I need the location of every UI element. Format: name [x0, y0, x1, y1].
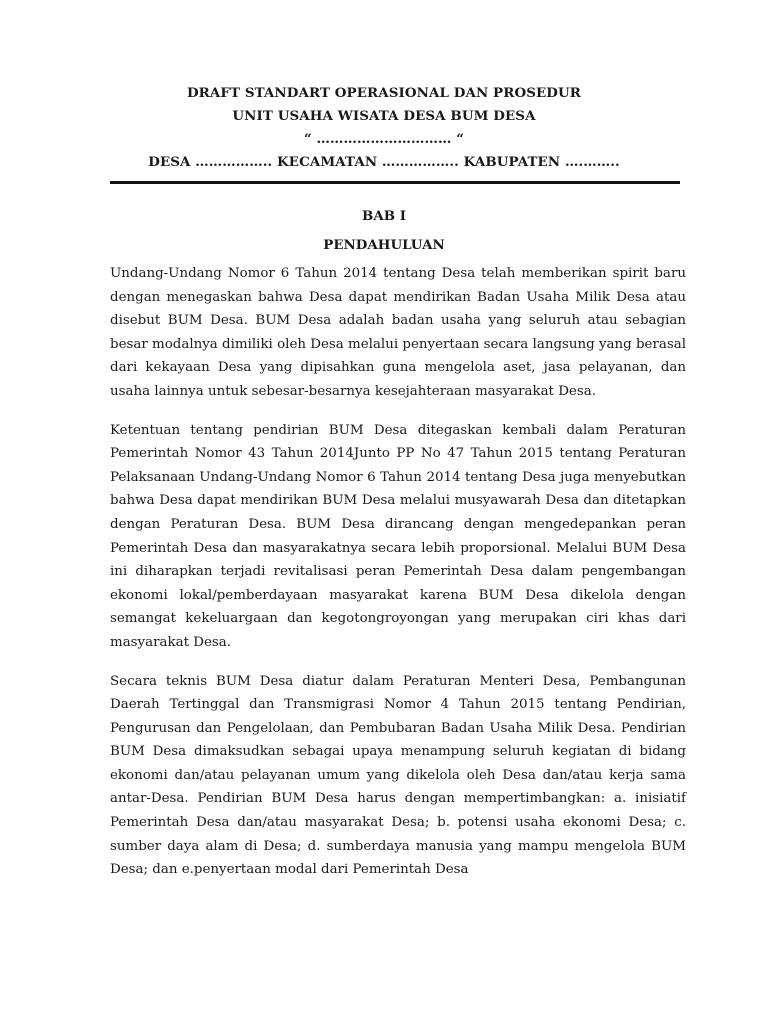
- paragraph: Ketentuan tentang pendirian BUM Desa ditegaskan kembali dalam Peraturan Pemerintah Nomor 43 Tahun 2014Junto PP No 47 Tahun 2015 tentang Peraturan Pelaksanaan Undang-Undang Nomor 6 Tahun 2014 tentang Desa juga menyebutkan bahwa Desa dapat mendirikan BUM Desa melalui musyawarah Desa dan ditetapkan dengan Peraturan Desa. BUM Desa dirancang dengan mengedepankan peran Pemerintah Desa dan masyarakatnya secara lebih proporsional. Melalui BUM Desa ini diharapkan terjadi revitalisasi peran Pemerintah Desa dalam pengembangan ekonomi lokal/pemberdayaan masyarakat karena BUM Desa dikelola dengan semangat kekeluargaan dan kegotongroyongan yang merupakan ciri khas dari masyarakat Desa.: [110, 422, 686, 650]
- paragraph: Undang-Undang Nomor 6 Tahun 2014 tentang Desa telah memberikan spirit baru dengan menegaskan bahwa Desa dapat mendirikan Badan Usaha Milik Desa atau disebut BUM Desa. BUM Desa adalah badan usaha yang seluruh atau sebagian besar modalnya dimiliki oleh Desa melalui penyertaan secara langsung yang berasal dari kekayaan Desa yang dipisahkan guna mengelola aset, jasa pelayanan, dan usaha lainnya untuk sebesar-besarnya kesejahteraan masyarakat Desa.: [110, 266, 686, 399]
- document-subtitle: UNIT USAHA WISATA DESA BUM DESA: [232, 108, 536, 124]
- document-header: [0, 82, 768, 174]
- paragraph: Secara teknis BUM Desa diatur dalam Peraturan Menteri Desa, Pembangunan Daerah Tertinggal dan Transmigrasi Nomor 4 Tahun 2015 tentang Pendirian, Pengurusan dan Pengelolaan, dan Pembubaran Badan Usaha Milik Desa. Pendirian BUM Desa dimaksudkan sebagai upaya menampung seluruh kegiatan di bidang ekonomi dan/atau pelayanan umum yang dikelola oleh Desa dan/atau kerja sama antar-Desa. Pendirian BUM Desa harus dengan mempertimbangkan: a. inisiatif Pemerintah Desa dan/atau masyarakat Desa; b. potensi usaha ekonomi Desa; c. sumber daya alam di Desa; d. sumberdaya manusia yang mampu mengelola BUM Desa; dan e.penyertaan modal dari Pemerintah Desa: [110, 673, 686, 878]
- chapter-title: PENDAHULUAN: [323, 237, 445, 253]
- header-divider: [110, 181, 680, 184]
- chapter-number: BAB I: [362, 208, 406, 224]
- document-title: DRAFT STANDART OPERASIONAL DAN PROSEDUR: [186, 85, 582, 101]
- unit-name-placeholder: “ ………………………… “: [303, 131, 465, 147]
- chapter-heading: [0, 202, 768, 260]
- location-line: DESA …………….. KECAMATAN …………….. KABUPATEN ….……..: [148, 154, 620, 170]
- document-body: [110, 262, 686, 897]
